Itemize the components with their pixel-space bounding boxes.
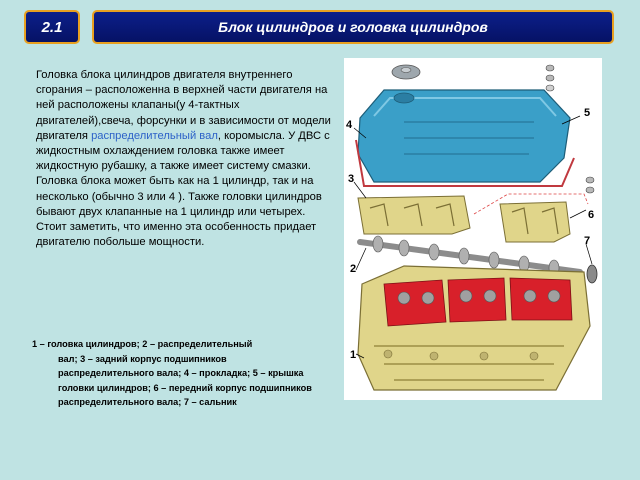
rear-bearing-housing [358, 196, 470, 234]
label-6: 6 [588, 209, 595, 221]
oil-seal [587, 265, 597, 283]
exploded-view-diagram [344, 58, 602, 400]
slide-title: Блок цилиндров и головка цилиндров [218, 19, 488, 35]
slide-title-bar [92, 10, 614, 44]
section-number-badge [24, 10, 80, 44]
front-bearing-housing [500, 202, 570, 242]
label-1: 1 [350, 349, 357, 361]
description-part-1: Головка блока цилиндров двигателя внутреннего сгорания – расположенна в верхней части двигателя на ней расположены клапаны(у 4-тактных двигателей),свеча, форсунки и в зависимости от модели двигателя [36, 69, 331, 142]
label-2: 2 [350, 263, 357, 275]
engine-head-illustration [344, 58, 602, 400]
caption-line-1: 1 – головка цилиндров; 2 – распределительный [32, 339, 253, 349]
figure-caption [32, 337, 322, 410]
section-number: 2.1 [41, 18, 63, 36]
camshaft-link[interactable]: распределительный вал [91, 129, 218, 142]
caption-rest: вал; 3 – задний корпус подшипников распределительного вала; 4 – прокладка; 5 – крышка головки цилиндров; 6 – передний корпус подшипников распределительного вала; 7 – сальник [58, 353, 312, 408]
valve-cover [358, 90, 570, 182]
oil-cap [392, 65, 420, 79]
cylinder-head [358, 266, 590, 390]
label-3: 3 [348, 173, 355, 185]
label-7: 7 [584, 235, 591, 247]
description-part-2: , коромысла. У ДВС с жидкостным охлаждением головка также имеет жидкостную рубашку, а также имеет систему смазки. Головка блока может быть как на 1 цилиндр, так и на несколько (обычно 3 или 4 ). Также головки цилиндров бывают двух клапанные на 1 цилиндр или четырех. Стоит заметить, что именно эта особенность придает двигателю побольше мощности. [36, 129, 330, 249]
label-4: 4 [346, 119, 353, 131]
description-paragraph [36, 68, 336, 250]
label-5: 5 [584, 107, 591, 119]
